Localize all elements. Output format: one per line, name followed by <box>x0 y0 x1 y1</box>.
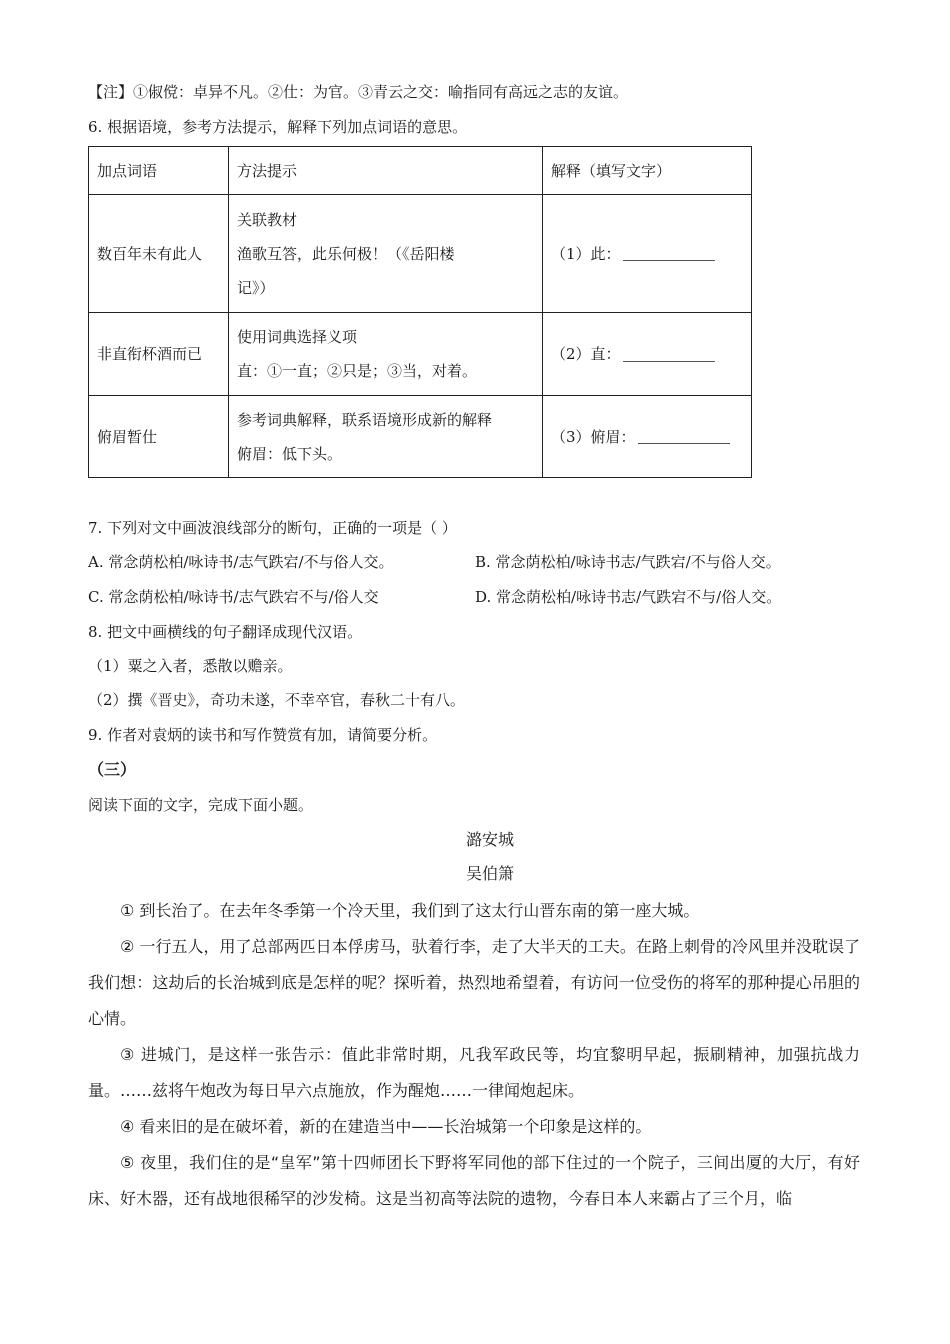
question-8-stem: 8. 把文中画横线的句子翻译成现代汉语。 <box>88 623 363 641</box>
option-b[interactable]: B. 常念荫松柏/咏诗书志/气跌宕/不与俗人交。 <box>475 553 781 571</box>
row-answer <box>543 396 752 478</box>
row-word: 数百年未有此人 <box>89 195 229 313</box>
option-d[interactable]: D. 常念荫松柏/咏诗书志/气跌宕不与/俗人交。 <box>475 588 782 606</box>
reading-instruction: 阅读下面的文字，完成下面小题。 <box>88 796 314 814</box>
hint-line: 俯眉：低下头。 <box>237 444 343 463</box>
question-8-sentence-2: （2）撰《晋史》，奇功未遂，不幸卒官，春秋二十有八。 <box>88 691 466 709</box>
header-word: 加点词语 <box>89 147 229 195</box>
article-body <box>88 893 860 1217</box>
row-word: 非直衔杯酒而已 <box>89 313 229 396</box>
row-hint <box>229 313 543 396</box>
question-6-table <box>88 146 752 478</box>
answer-label: （3）俯眉： <box>551 427 636 446</box>
answer-blank[interactable] <box>638 429 730 444</box>
hint-line: 渔歌互答，此乐何极！（《岳阳楼 <box>237 244 455 263</box>
article-paragraph: ④ 看来旧的是在破坏着，新的在建造当中——长治城第一个印象是这样的。 <box>120 1117 652 1136</box>
answer-label: （2）直： <box>551 345 621 363</box>
row-answer <box>543 313 752 396</box>
hint-line: 参考词典解释，联系语境形成新的解释 <box>237 410 493 429</box>
article-title: 潞安城 <box>465 830 514 849</box>
hint-line: 使用词典选择义项 <box>237 328 358 346</box>
question-7-stem: 7. 下列对文中画波浪线部分的断句，正确的一项是（ ） <box>88 519 457 537</box>
row-answer <box>543 195 752 313</box>
table-row <box>89 195 752 313</box>
answer-blank[interactable] <box>623 246 715 261</box>
table-row <box>89 313 752 396</box>
answer-label: （1）此： <box>551 244 621 263</box>
article-paragraph: ① 到长治了。在去年冬季第一个冷天里，我们到了这太行山晋东南的第一座大城。 <box>120 901 700 920</box>
question-8-sentence-1: （1）粟之入者，悉散以赡亲。 <box>88 657 293 675</box>
hint-line: 关联教材 <box>237 210 298 229</box>
table-row <box>89 396 752 478</box>
row-hint <box>229 195 543 313</box>
option-a[interactable]: A. 常念荫松柏/咏诗书/志气跌宕/不与俗人交。 <box>88 553 394 571</box>
option-c[interactable]: C. 常念荫松柏/咏诗书/志气跌宕不与/俗人交 <box>88 588 379 606</box>
article-author: 吴伯箫 <box>465 864 514 883</box>
question-9-stem: 9. 作者对袁炳的读书和写作赞赏有加，请简要分析。 <box>88 726 438 744</box>
article-paragraph: ③ 进城门，是这样一张告示：值此非常时期，凡我军政民等，均宜黎明早起，振刷精神，加强抗战力量。……兹将午炮改为每日早六点施放，作为醒炮……一律闻炮起床。 <box>88 1045 860 1100</box>
article-paragraph: ⑤ 夜里，我们住的是“皇军”第十四师团长下野将军同他的部下住过的一个院子，三间出厦的大厅，有好床、好木器，还有战地很稀罕的沙发椅。这是当初高等法院的遗物，今春日本人来霸占了三个月，临 <box>88 1153 860 1208</box>
header-answer: 解释（填写文字） <box>543 147 752 195</box>
row-word: 俯眉暂仕 <box>89 396 229 478</box>
header-hint: 方法提示 <box>229 147 543 195</box>
article-paragraph: ② 一行五人，用了总部两匹日本俘虏马，驮着行李，走了大半天的工夫。在路上刺骨的冷风里并没耽误了我们想：这劫后的长治城到底是怎样的呢？探听着，热烈地希望着，有访问一位受伤的将军的那种提心吊胆的心情。 <box>88 937 860 1028</box>
section-heading: （三） <box>88 760 137 779</box>
hint-line: 记》） <box>237 278 275 297</box>
row-hint <box>229 396 543 478</box>
question-6-stem: 6. 根据语境，参考方法提示，解释下列加点词语的意思。 <box>88 118 468 136</box>
table-header-row <box>89 147 752 195</box>
note-line: 【注】①俶傥：卓异不凡。②仕：为官。③青云之交：喻指同有高远之志的友谊。 <box>88 83 629 101</box>
hint-line: 直：①一直；②只是；③当，对着。 <box>237 362 478 380</box>
answer-blank[interactable] <box>623 347 715 362</box>
